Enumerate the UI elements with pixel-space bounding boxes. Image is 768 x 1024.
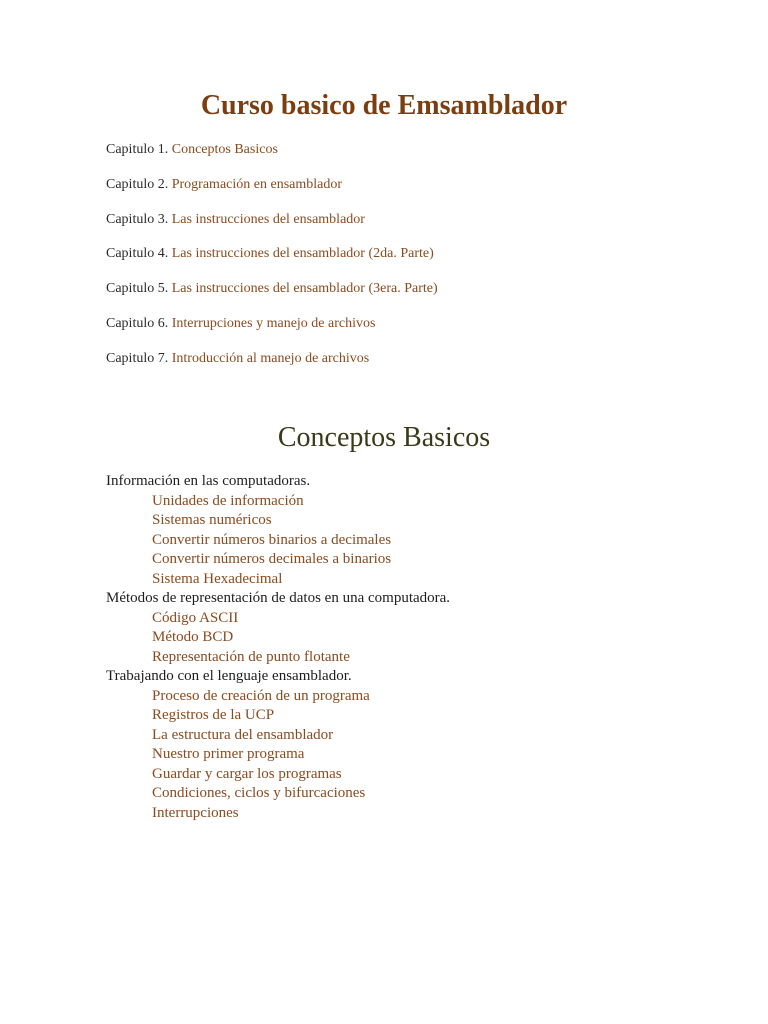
toc-link[interactable]: Interrupciones xyxy=(152,804,239,821)
toc-link[interactable]: Nuestro primer programa xyxy=(152,746,305,762)
toc-link[interactable]: Método BCD xyxy=(152,629,234,645)
chapter-item-7 xyxy=(106,350,438,385)
chapter-number: Capitulo 5. xyxy=(106,281,169,297)
toc-link[interactable]: Convertir números binarios a decimales xyxy=(152,531,392,548)
chapter-link-3[interactable]: Las instrucciones del ensamblador xyxy=(171,211,365,227)
chapter-link-5[interactable]: Las instrucciones del ensamblador (3era. Parte) xyxy=(171,281,438,297)
chapter-number: Capitulo 2. xyxy=(106,176,169,192)
toc-group-trabajando xyxy=(106,667,450,823)
chapter-number: Capitulo 3. xyxy=(106,211,169,227)
toc-sublist xyxy=(106,492,450,590)
toc-link[interactable]: Sistemas numéricos xyxy=(152,512,272,528)
toc-sublist xyxy=(106,687,450,824)
toc-link[interactable]: Condiciones, ciclos y bifurcaciones xyxy=(152,785,366,801)
toc-group-informacion xyxy=(106,472,450,589)
toc-link[interactable]: Convertir números decimales a binarios xyxy=(152,551,392,567)
chapter-number: Capitulo 1. xyxy=(106,142,169,157)
section-toc xyxy=(106,472,450,823)
chapter-link-6[interactable]: Interrupciones y manejo de archivos xyxy=(171,315,376,331)
toc-link[interactable]: Unidades de información xyxy=(152,492,304,509)
chapter-link-4[interactable]: Las instrucciones del ensamblador (2da. Parte) xyxy=(171,246,434,262)
chapter-item-5 xyxy=(106,280,438,315)
chapter-item-3 xyxy=(106,211,438,246)
toc-heading: Métodos de representación de datos en una computadora. xyxy=(106,590,451,606)
toc-link[interactable]: Registros de la UCP xyxy=(152,707,275,723)
chapter-link-1[interactable]: Conceptos Basicos xyxy=(171,142,278,157)
chapter-item-4 xyxy=(106,245,438,280)
toc-heading: Trabajando con el lenguaje ensamblador. xyxy=(106,668,352,684)
toc-link[interactable]: Guardar y cargar los programas xyxy=(152,765,342,782)
toc-link[interactable]: La estructura del ensamblador xyxy=(152,726,334,743)
chapter-link-7[interactable]: Introducción al manejo de archivos xyxy=(171,350,370,366)
toc-link[interactable]: Representación de punto flotante xyxy=(152,648,350,665)
chapter-link-2[interactable]: Programación en ensamblador xyxy=(171,176,343,192)
chapter-item-1 xyxy=(106,141,438,176)
chapter-item-6 xyxy=(106,315,438,350)
chapter-list xyxy=(106,141,438,385)
toc-sublist xyxy=(106,609,450,668)
chapter-number: Capitulo 7. xyxy=(106,350,169,366)
section-title: Conceptos Basicos xyxy=(277,422,491,453)
toc-heading: Información en las computadoras. xyxy=(106,473,311,489)
toc-link[interactable]: Proceso de creación de un programa xyxy=(152,687,370,704)
toc-link[interactable]: Código ASCII xyxy=(152,609,239,626)
document-title: Curso basico de Emsamblador xyxy=(200,90,568,121)
chapter-number: Capitulo 4. xyxy=(106,246,169,262)
toc-link[interactable]: Sistema Hexadecimal xyxy=(152,570,283,587)
chapter-number: Capitulo 6. xyxy=(106,315,169,331)
toc-group-metodos xyxy=(106,589,450,667)
chapter-item-2 xyxy=(106,176,438,211)
